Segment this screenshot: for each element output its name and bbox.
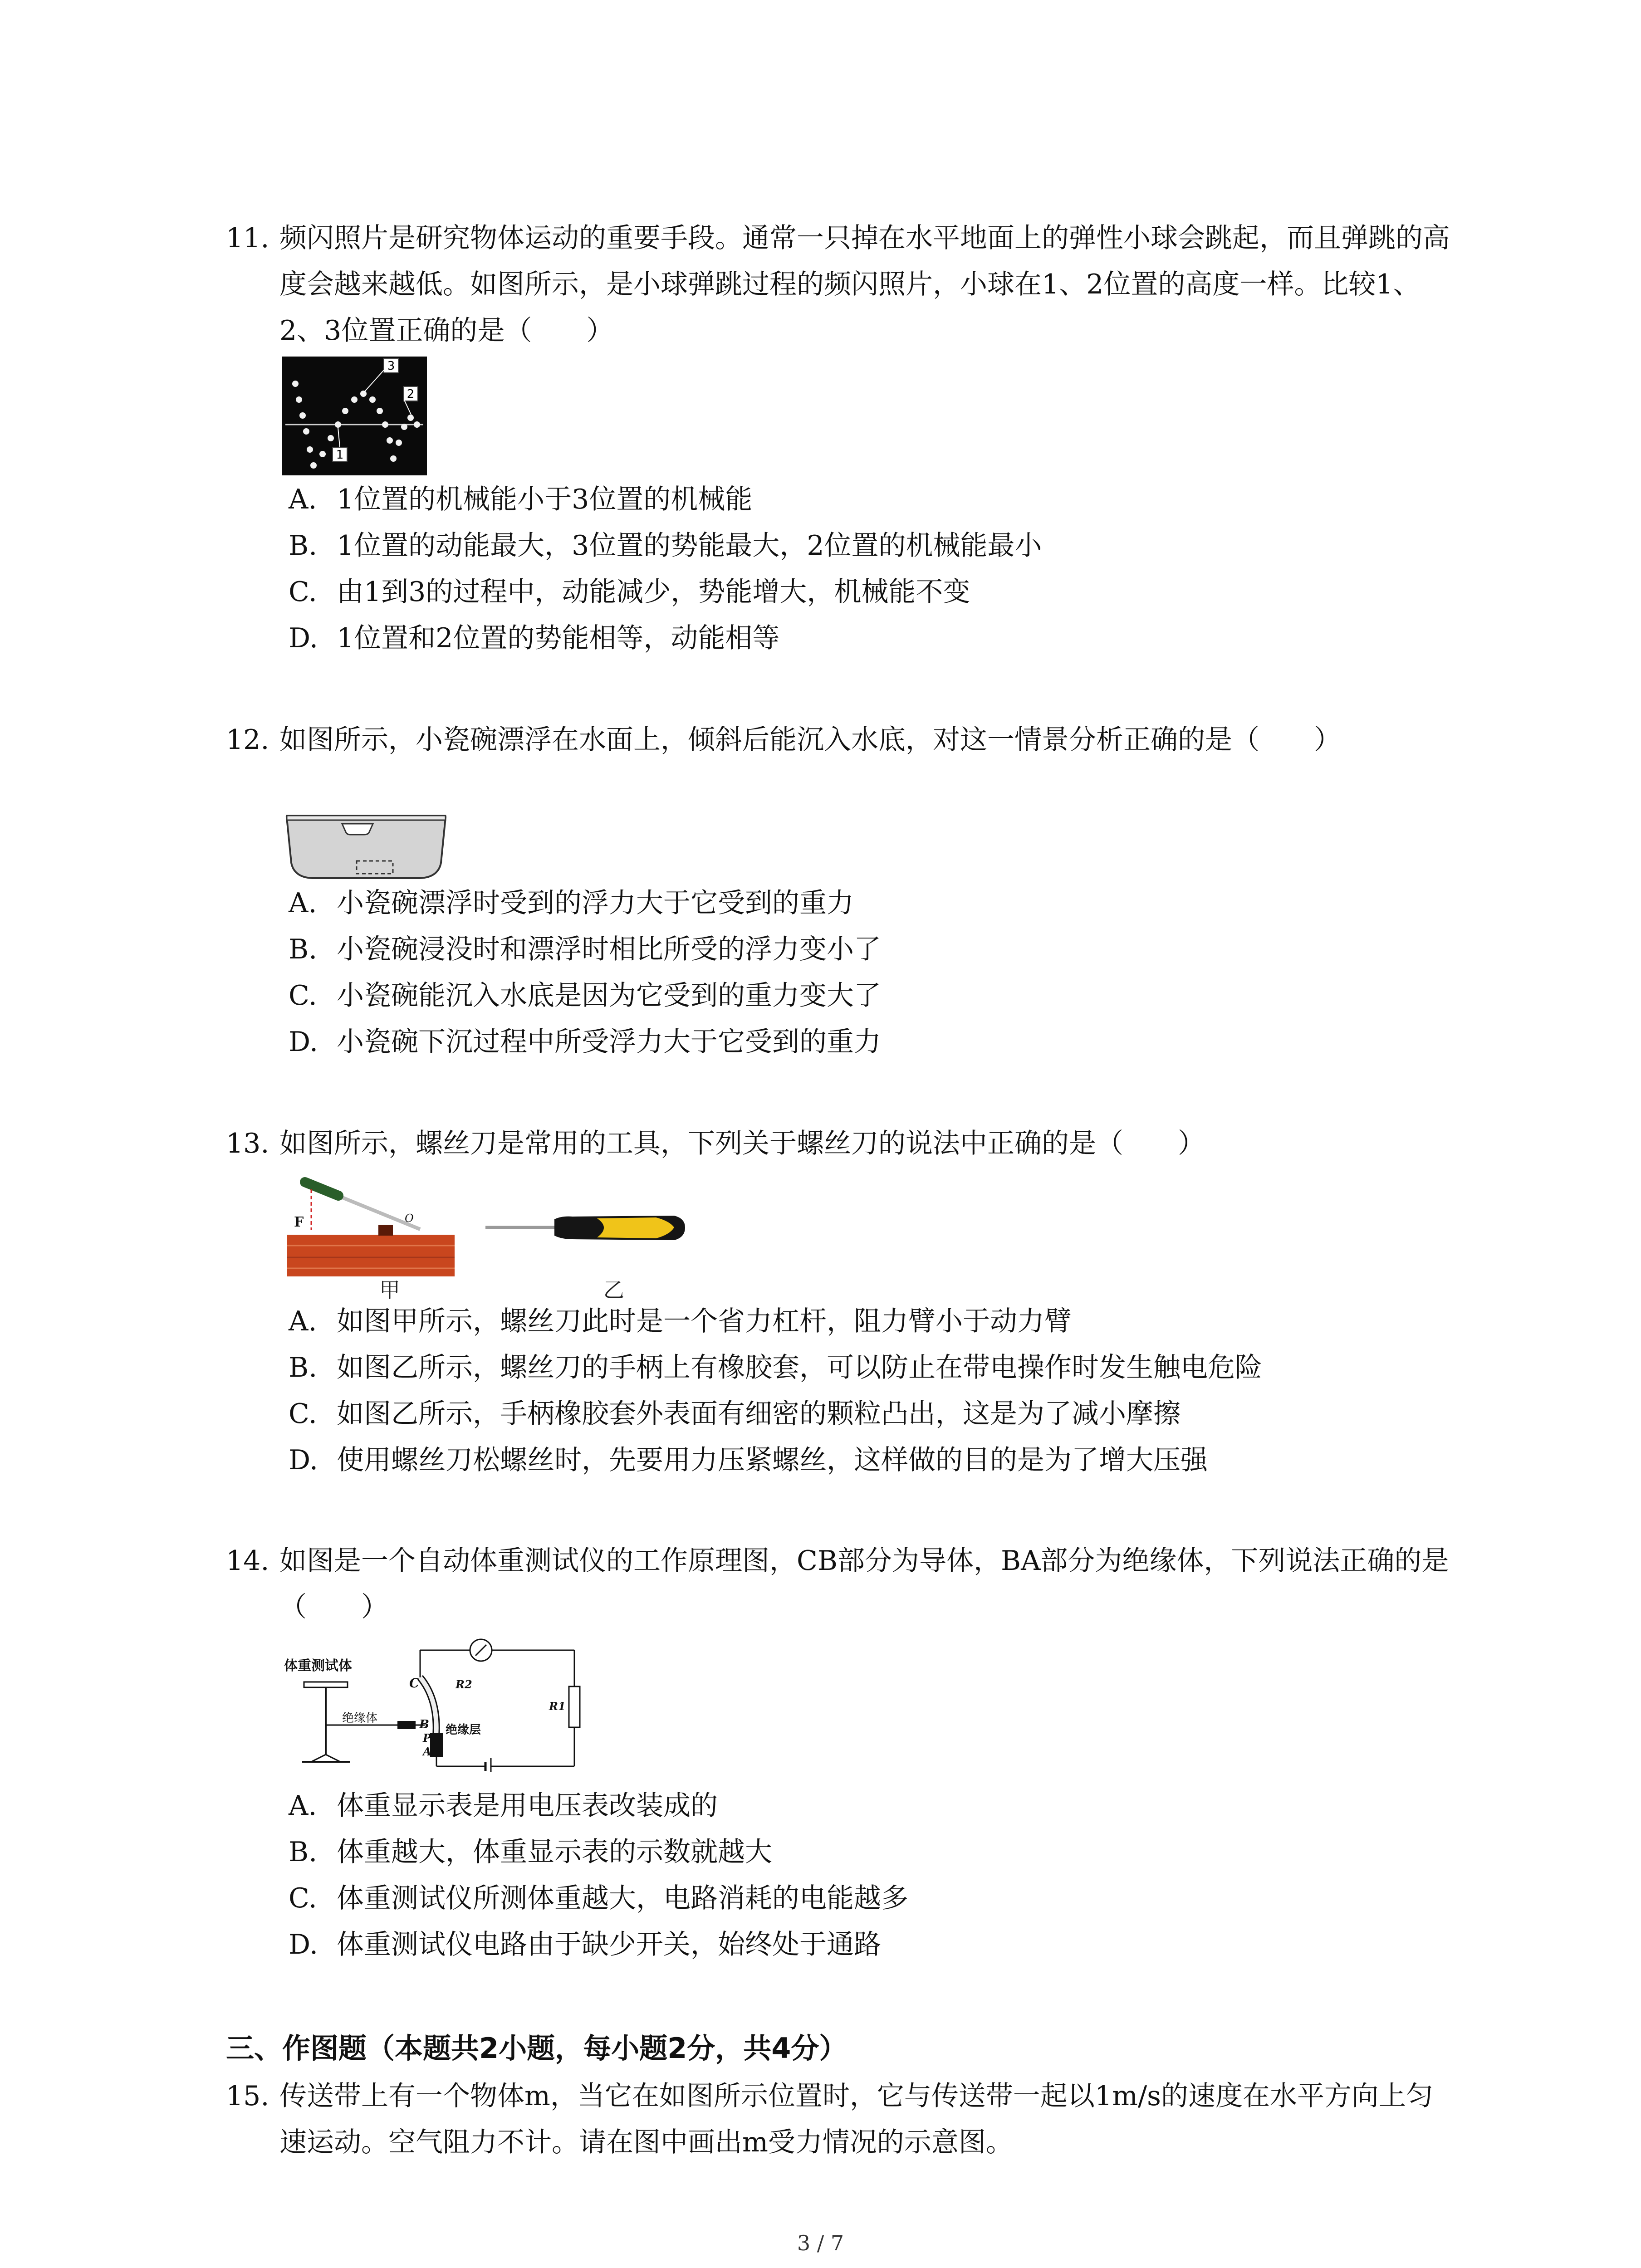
option-13-d[interactable]: D. 使用螺丝刀松螺丝时，先要用力压紧螺丝，这样做的目的是为了增大压强 [289,1444,1208,1476]
figure-label-jia: 甲 [379,1278,400,1302]
option-14-b[interactable]: B. 体重越大，体重显示表的示数就越大 [289,1836,772,1868]
question-11 [226,215,1460,354]
figure-label-1: 1 [336,448,344,462]
option-14-a[interactable]: A. 体重显示表是用电压表改装成的 [289,1790,718,1822]
question-13 [226,1120,1460,1167]
bouncing-ball-diagram [282,357,427,475]
figure-label-yi: 乙 [603,1278,624,1302]
strobe-photo-figure [282,357,427,475]
page-number: 3 / 7 [797,2231,844,2255]
screwdriver-diagram [284,1171,692,1303]
question-12 [226,717,1460,763]
point-c-label: C [409,1676,420,1691]
question-number: 11. [226,222,269,254]
question-text: 如图是一个自动体重测试仪的工作原理图，CB部分为导体，BA部分为绝缘体，下列说法正确的是（ ） [279,1545,1449,1623]
question-number: 12. [226,724,269,756]
section-heading: 三、作图题（本题共2小题，每小题2分，共4分） [226,2032,847,2065]
porcelain-bowl-figure [284,813,448,880]
point-b-label: B [419,1718,429,1731]
question-number: 13. [226,1128,269,1159]
option-12-c[interactable]: C. 小瓷碗能沉入水底是因为它受到的重力变大了 [289,980,881,1012]
option-13-a[interactable]: A. 如图甲所示，螺丝刀此时是一个省力杠杆，阻力臂小于动力臂 [289,1305,1072,1337]
option-12-a[interactable]: A. 小瓷碗漂浮时受到的浮力大于它受到的重力 [289,887,854,919]
question-15 [226,2073,1460,2165]
weight-tester-circuit [284,1632,602,1772]
question-text: 传送带上有一个物体m，当它在如图所示位置时，它与传送带一起以1m/s的速度在水平方向上匀速运动。空气阻力不计。请在图中画出m受力情况的示意图。 [279,2080,1433,2158]
bowl-in-water-diagram [284,813,448,880]
figure-label-3: 3 [387,359,395,373]
option-14-d[interactable]: D. 体重测试仪电路由于缺少开关，始终处于通路 [289,1929,881,1960]
pivot-label: O [405,1212,414,1225]
option-12-b[interactable]: B. 小瓷碗浸没时和漂浮时相比所受的浮力变小了 [289,934,881,965]
option-13-c[interactable]: C. 如图乙所示，手柄橡胶套外表面有细密的颗粒凸出，这是为了减小摩擦 [289,1398,1181,1430]
question-text: 如图所示，螺丝刀是常用的工具，下列关于螺丝刀的说法中正确的是（ ） [279,1128,1205,1159]
question-text: 如图所示，小瓷碗漂浮在水面上，倾斜后能沉入水底，对这一情景分析正确的是（ ） [279,724,1341,756]
force-label: F [294,1214,304,1230]
option-11-a[interactable]: A. 1位置的机械能小于3位置的机械能 [289,484,753,515]
insulation-layer-label: 绝缘层 [446,1723,481,1737]
r2-label: R2 [456,1678,472,1691]
r1-label: R1 [549,1700,566,1713]
figure-label-2: 2 [407,387,415,401]
question-number: 14. [226,1545,269,1577]
option-11-d[interactable]: D. 1位置和2位置的势能相等，动能相等 [289,622,780,654]
option-13-b[interactable]: B. 如图乙所示，螺丝刀的手柄上有橡胶套，可以防止在带电操作时发生触电危险 [289,1352,1262,1383]
point-a-label: A [423,1745,431,1758]
question-number: 15. [226,2080,269,2112]
screwdriver-figure [284,1171,692,1303]
option-11-c[interactable]: C. 由1到3的过程中，动能减少，势能增大，机械能不变 [289,576,970,608]
question-14 [226,1538,1460,1630]
question-text: 频闪照片是研究物体运动的重要手段。通常一只掉在水平地面上的弹性小球会跳起，而且弹跳的高度会越来越低。如图所示，是小球弹跳过程的频闪照片，小球在1、2位置的高度一样。比较1、2、3位置正确的是（ ） [279,222,1450,347]
tester-title: 体重测试体 [284,1658,352,1674]
option-12-d[interactable]: D. 小瓷碗下沉过程中所受浮力大于它受到的重力 [289,1026,881,1058]
weight-tester-figure [284,1632,602,1772]
point-p-label: P [423,1731,431,1745]
option-14-c[interactable]: C. 体重测试仪所测体重越大，电路消耗的电能越多 [289,1882,908,1914]
insulator-label: 绝缘体 [342,1711,378,1725]
option-11-b[interactable]: B. 1位置的动能最大，3位置的势能最大，2位置的机械能最小 [289,530,1042,562]
